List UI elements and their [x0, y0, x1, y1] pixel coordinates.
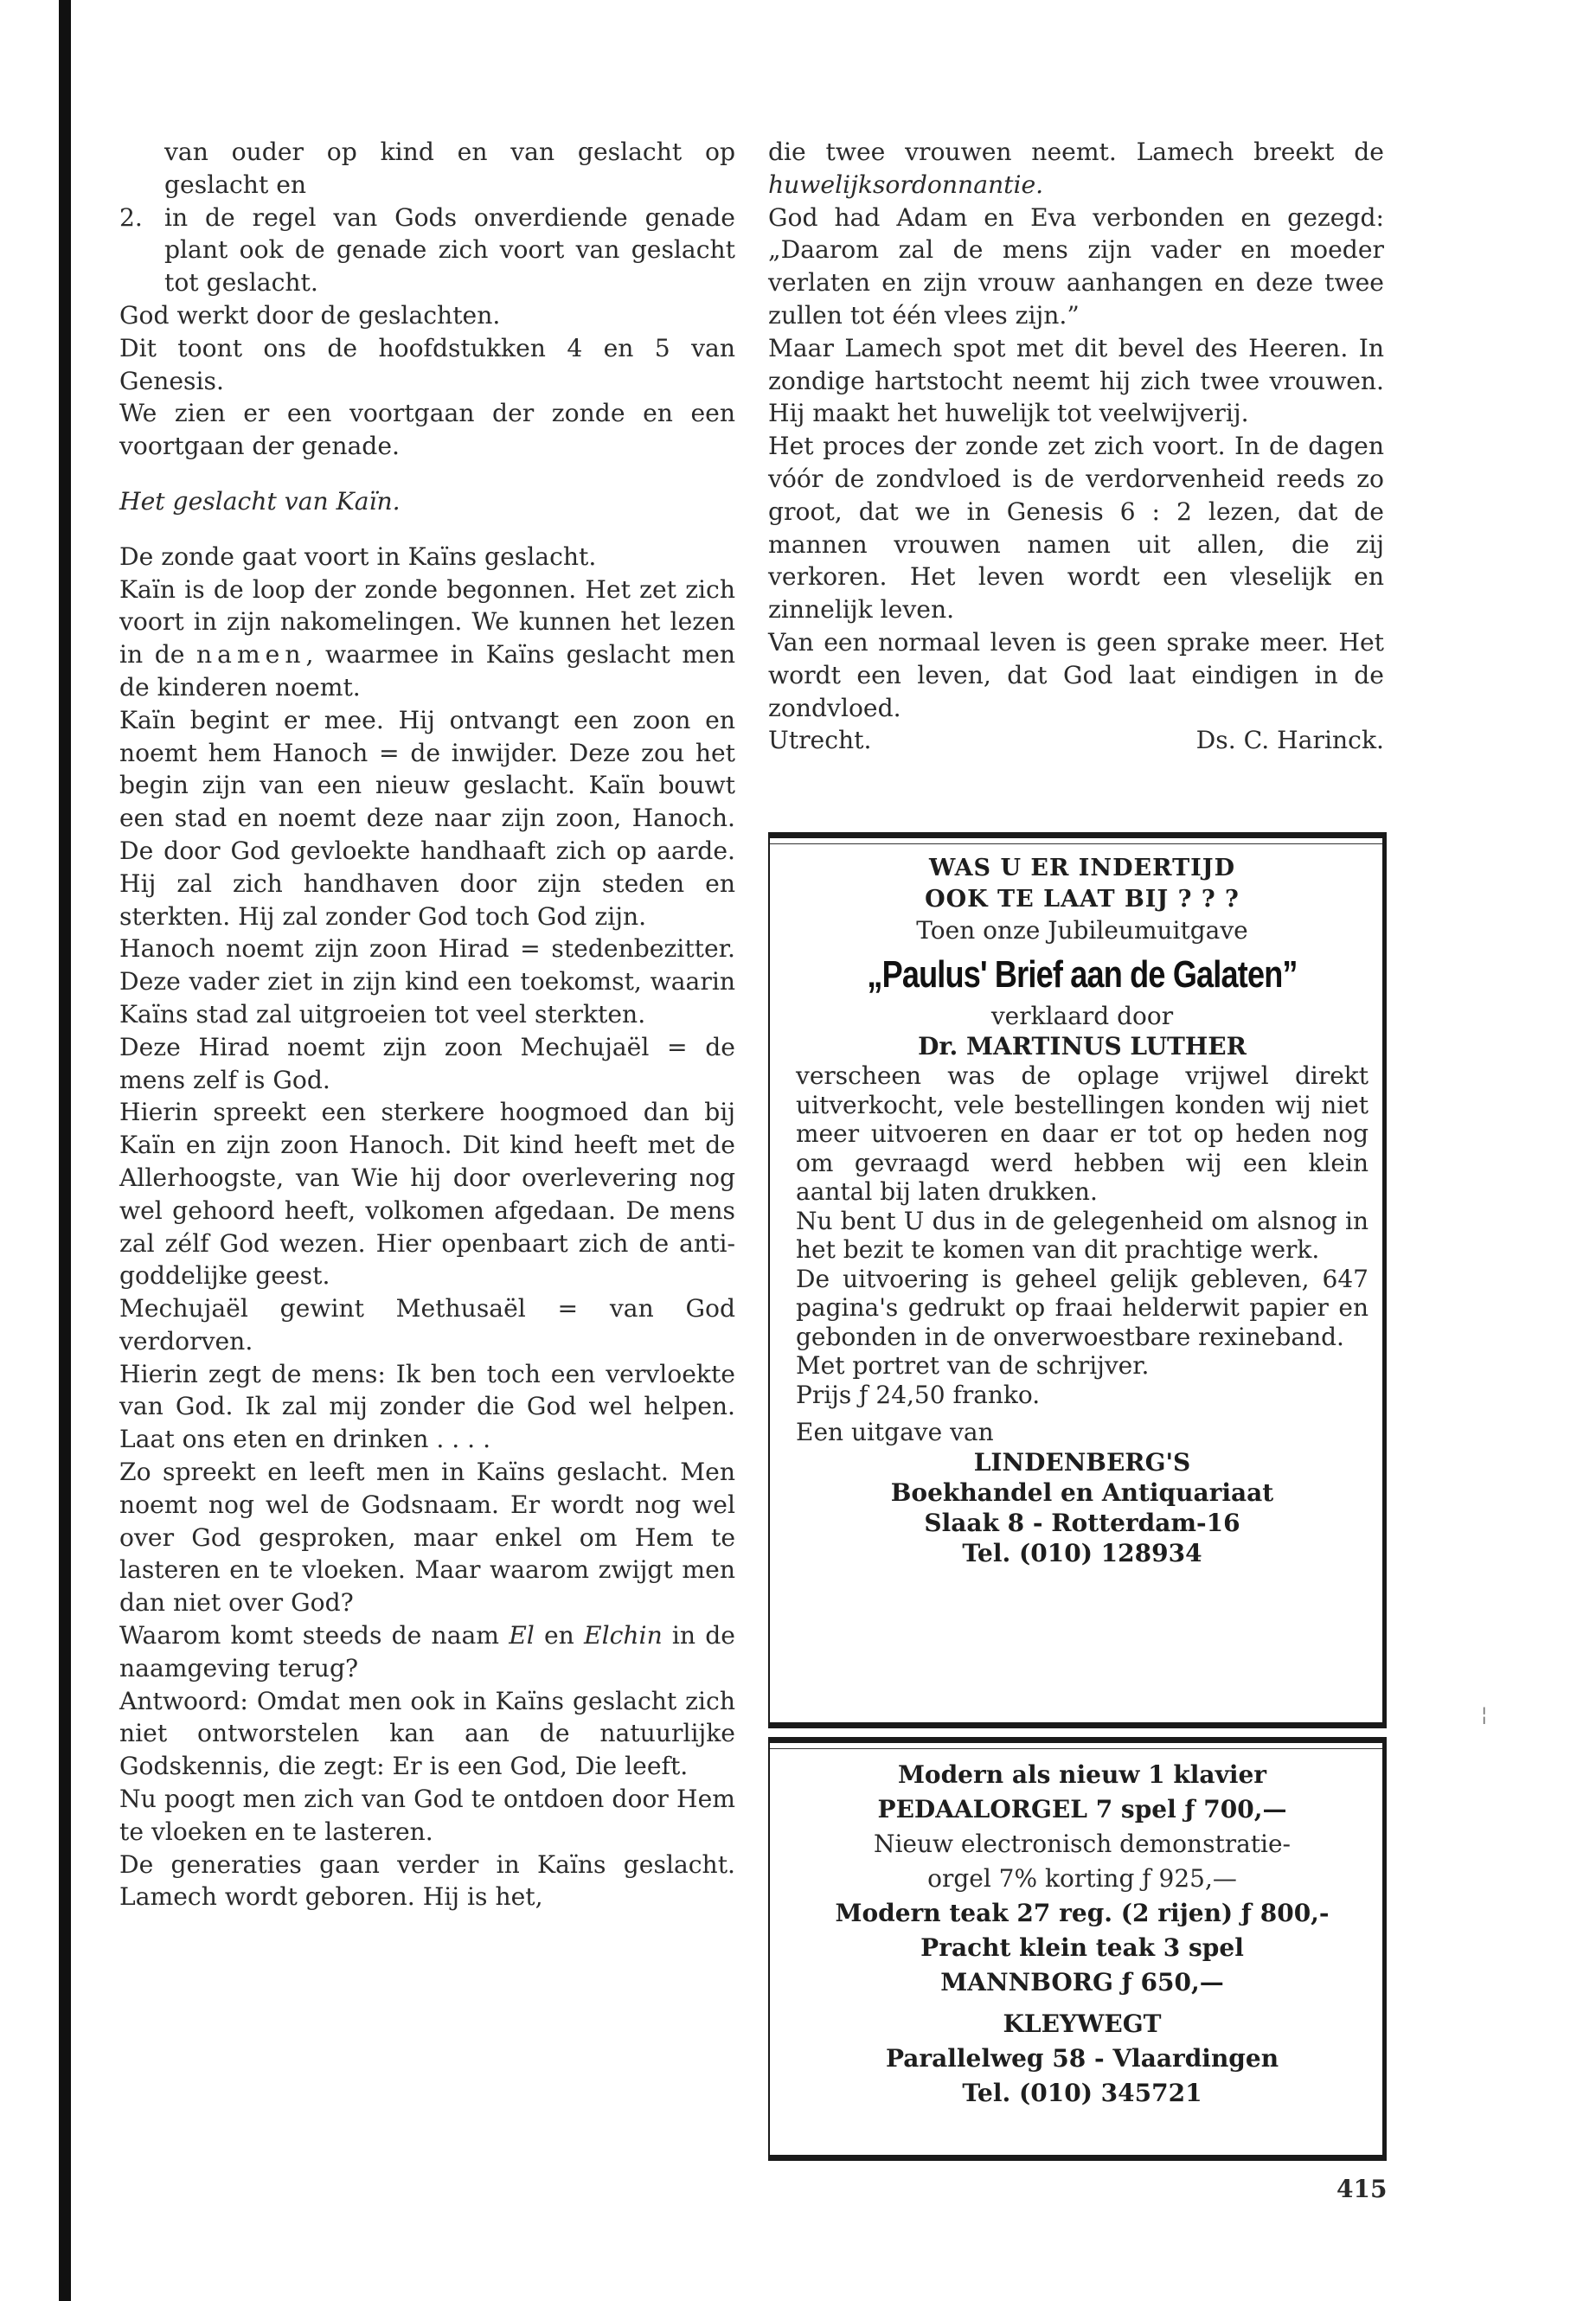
- paragraph: Mechujaël gewint Methusaël = van God verdorven.: [119, 1294, 735, 1356]
- paragraph: van ouder op kind en van geslacht op geslacht en: [164, 138, 735, 199]
- paragraph: Dit toont ons de hoofdstukken 4 en 5 van Genesis.: [119, 333, 735, 395]
- ad-publisher: Boekhandel en Antiquariaat: [890, 1477, 1274, 1507]
- left-column: [119, 136, 735, 1913]
- spaced-word: namen: [195, 640, 306, 670]
- advertisement-organ: [768, 1737, 1387, 2161]
- paragraph: Antwoord: Omdat men ook in Kaïns geslacht zich niet ontworstelen kan aan de natuurlijke Godskennis, die zegt: Er is een God, Die leeft.: [119, 1686, 735, 1781]
- ad-body: Met portret van de schrijver.: [796, 1351, 1150, 1380]
- paragraph: Nu poogt men zich van God te ontdoen door Hem te vloeken en te lasteren.: [119, 1785, 735, 1846]
- paragraph: God had Adam en Eva verbonden en gezegd: „Daarom zal de mens zijn vader en moeder verlaten en zijn vrouw aanhangen en deze twee zullen tot één vlees zijn.”: [768, 202, 1384, 330]
- right-column: [768, 136, 1384, 757]
- ad-book-title: „Paulus' Brief aan de Galaten”: [867, 953, 1298, 996]
- ad-line: PEDAALORGEL 7 spel ƒ 700,—: [877, 1795, 1287, 1823]
- ad-body: verscheen was de oplage vrijwel direkt uitverkocht, vele bestellingen konden wij niet meer uitvoeren en daar er tot op heden nog om gevraagd werd hebben wij een klein aantal bij laten drukken.: [796, 1061, 1368, 1206]
- italic-name: El: [509, 1621, 535, 1650]
- paragraph: Waarom komt steeds de naam El en Elchin in de naamgeving terug?: [119, 1621, 735, 1682]
- ad-title: WAS U ER INDERTIJD: [929, 855, 1235, 881]
- binding-edge: [59, 0, 71, 2301]
- paragraph: Hierin zegt de mens: Ik ben toch een vervloekte van God. Ik zal mij zonder die God wel helpen. Laat ons eten en drinken . . . .: [119, 1359, 735, 1454]
- ad-line: Pracht klein teak 3 spel: [920, 1933, 1244, 1962]
- ad-title: OOK TE LAAT BIJ ? ? ?: [925, 886, 1240, 913]
- advertisement-galaten: [768, 832, 1387, 1728]
- ad-publisher: LINDENBERG'S: [973, 1447, 1191, 1477]
- item-text: in de regel van Gods onverdiende genade plant ook de genade zich voort van geslacht tot geslacht.: [164, 202, 735, 298]
- ad-line: verklaard door: [990, 1002, 1174, 1030]
- ad-company: KLEYWEGT: [1003, 2009, 1162, 2038]
- paragraph: God werkt door de geslachten.: [119, 300, 501, 330]
- section-heading: Het geslacht van Kaïn.: [119, 486, 401, 516]
- paragraph: Kaïn is de loop der zonde begonnen. Het zet zich voort in zijn nakomelingen. We kunnen het lezen in de namen, waarmee in Kaïns geslacht men de kinderen noemt.: [119, 574, 735, 702]
- paragraph: Zo spreekt en leeft men in Kaïns geslacht. Men noemt nog wel de Godsnaam. Er wordt nog wel over God gesproken, maar enkel om Hem te lasteren en te vloeken. Maar waarom zwijgt men dan niet over God?: [119, 1458, 735, 1618]
- ad-line: Toen onze Jubileumuitgave: [916, 916, 1248, 945]
- ad-price: Prijs ƒ 24,50 franko.: [796, 1380, 1041, 1409]
- ad-publisher: Slaak 8 - Rotterdam-16: [924, 1508, 1240, 1537]
- ad-body: De uitvoering is geheel gelijk gebleven, 647 pagina's gedrukt op fraai helderwit papier en gebonden in de onverwoestbare rexineband.: [796, 1264, 1368, 1351]
- ad-line: MANNBORG ƒ 650,—: [940, 1968, 1224, 1997]
- ad-body: Nu bent U dus in de gelegenheid om alsnog in het bezit te komen van dit prachtige werk.: [796, 1206, 1368, 1264]
- ad-publisher: Tel. (010) 128934: [962, 1538, 1202, 1567]
- italic-name: Elchin: [584, 1621, 663, 1650]
- stray-mark: ¦: [1481, 1704, 1488, 1726]
- paragraph: Hanoch noemt zijn zoon Hirad = stedenbezitter. Deze vader ziet in zijn kind een toekomst, waarin Kaïns stad zal uitgroeien tot veel sterkten.: [119, 934, 735, 1029]
- item-number: 2.: [119, 202, 143, 232]
- paragraph: Deze Hirad noemt zijn zoon Mechujaël = de mens zelf is God.: [119, 1032, 735, 1094]
- ad-line: orgel 7% korting ƒ 925,—: [927, 1864, 1237, 1893]
- paragraph: Het proces der zonde zet zich voort. In de dagen vóór de zondvloed is de verdorvenheid reeds zo groot, dat we in Genesis 6 : 2 lezen, dat de mannen vrouwen namen uit allen, die zij verkoren. Het leven wordt een vleselijk en zinnelijk leven.: [768, 432, 1384, 625]
- page-number: 415: [1336, 2175, 1388, 2203]
- paragraph: We zien er een voortgaan der zonde en een voortgaan der genade.: [119, 399, 735, 461]
- ad-line: Nieuw electronisch demonstratie-: [873, 1830, 1292, 1858]
- paragraph: Maar Lamech spot met dit bevel des Heeren. In zondige hartstocht neemt hij zich twee vrouwen. Hij maakt het huwelijk tot veelwijverij.: [768, 333, 1384, 428]
- ad-line: Modern teak 27 reg. (2 rijen) ƒ 800,-: [835, 1899, 1330, 1927]
- italic-term: huwelijksordonnantie.: [768, 170, 1044, 199]
- paragraph: De generaties gaan verder in Kaïns geslacht. Lamech wordt geboren. Hij is het,: [119, 1849, 735, 1912]
- ad-line: Modern als nieuw 1 klavier: [897, 1760, 1267, 1789]
- ad-phone: Tel. (010) 345721: [962, 2079, 1202, 2107]
- ad-author: Dr. MARTINUS LUTHER: [918, 1032, 1247, 1061]
- paragraph: Van een normaal leven is geen sprake meer. Het wordt een leven, dat God laat eindigen in de zondvloed.: [768, 627, 1384, 722]
- ad-body: Een uitgave van: [796, 1418, 994, 1446]
- paragraph: Kaïn begint er mee. Hij ontvangt een zoon en noemt hem Hanoch = de inwijder. Deze zou het begin zijn van een nieuw geslacht. Kaïn bouwt een stad en noemt deze naar zijn zoon, Hanoch. De door God gevloekte handhaaft zich op aarde. Hij zal zich handhaven door zijn steden en sterkten. Hij zal zonder God toch God zijn.: [119, 705, 735, 931]
- signature-line: [768, 724, 1384, 757]
- paragraph: Hierin spreekt een sterkere hoogmoed dan bij Kaïn en zijn zoon Hanoch. Dit kind heeft met de Allerhoogste, van Wie hij door overlevering nog wel gehoord heeft, volkomen afgedaan. De mens zal zélf God wezen. Hier openbaart zich de anti-goddelijke geest.: [119, 1098, 735, 1291]
- ad-address: Parallelweg 58 - Vlaardingen: [885, 2044, 1279, 2073]
- paragraph: De zonde gaat voort in Kaïns geslacht.: [119, 542, 597, 571]
- paragraph: die twee vrouwen neemt. Lamech breekt de huwelijksordonnantie.: [768, 138, 1384, 199]
- signature-author: Ds. C. Harinck.: [1195, 726, 1384, 755]
- numbered-item: [119, 202, 735, 299]
- signature-place: Utrecht.: [768, 726, 872, 755]
